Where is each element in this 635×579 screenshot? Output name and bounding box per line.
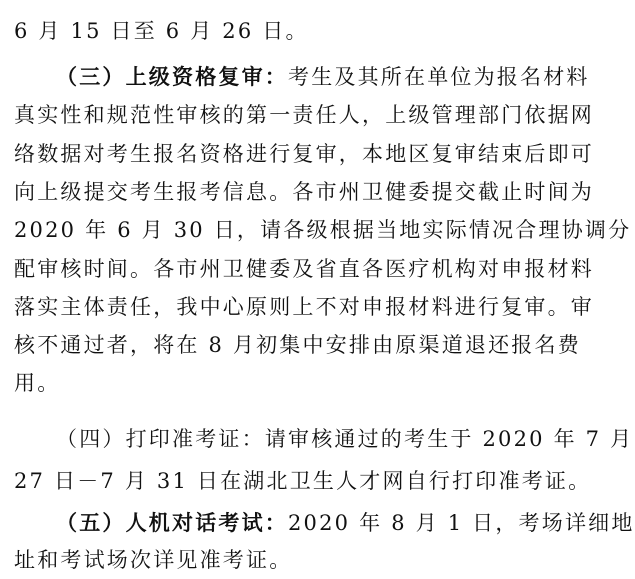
text-line-8: 落实主体责任，我中心原则上不对申报材料进行复审。审 — [14, 295, 594, 319]
text-line-13: 27 日－7 月 31 日在湖北卫生人才网自行打印准考证。 — [14, 469, 592, 493]
text-line-6: 2020 年 6 月 30 日，请各级根据当地实际情况合理协调分 — [14, 218, 632, 242]
section-four-heading: （四）打印准考证： — [56, 427, 265, 451]
section-four-text: 请审核通过的考生于 2020 年 7 月 — [264, 427, 634, 451]
text-line-5: 向上级提交考生报考信息。各市州卫健委提交截止时间为 — [14, 180, 594, 204]
text-line-4: 络数据对考生报名资格进行复审，本地区复审结束后即可 — [14, 142, 594, 166]
text-line-9: 核不通过者，将在 8 月初集中安排由原渠道退还报名费 — [14, 333, 581, 357]
text-line-16: 址和考试场次详见准考证。 — [14, 548, 293, 572]
text-line-3: 真实性和规范性审核的第一责任人，上级管理部门依据网 — [14, 103, 594, 127]
section-three-text: 考生及其所在单位为报名材料 — [288, 65, 590, 89]
text-line-10: 用。 — [14, 371, 61, 395]
section-five-heading: （五）人机对话考试： — [56, 510, 288, 535]
section-five-line — [56, 508, 635, 538]
section-three-heading: （三）上级资格复审： — [56, 64, 288, 89]
section-three-line — [56, 62, 590, 92]
text-line-7: 配审核时间。各市州卫健委及省直各医疗机构对申报材料 — [14, 257, 594, 281]
section-five-text: 2020 年 8 月 1 日，考场详细地 — [288, 511, 635, 535]
text-line-1: 6 月 15 日至 6 月 26 日。 — [14, 19, 309, 43]
section-four-line — [56, 424, 633, 454]
